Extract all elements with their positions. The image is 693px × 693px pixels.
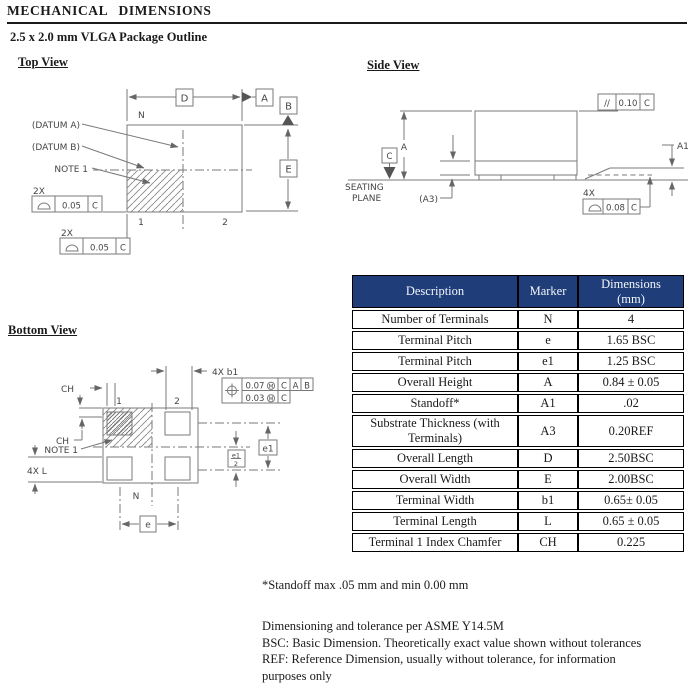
dim-e-label: e [145,520,151,531]
datum-triangle-icon [384,167,396,179]
table-row [352,352,684,371]
mmc-modifier-label: M [268,396,274,403]
datum-a-arrow [242,92,252,102]
table-row [352,373,684,392]
chamfer-hatch-region [127,170,183,212]
notes-block [262,577,693,685]
datum-b-leader [82,146,144,168]
cell-description: Terminal Width [352,491,518,510]
datum-a-leader [82,124,178,147]
qty-terminal-length-label: 4X L [27,467,47,477]
note-line: BSC: Basic Dimension. Theoretically exact value shown without tolerances [262,635,642,650]
cell-dimension: 2.00BSC [578,470,684,489]
cell-dimension: 1.65 BSC [578,331,684,350]
fcf-left-qty: 2X [33,187,45,197]
header-dimensions-line2: (mm) [617,291,645,306]
header-description: Description [352,275,518,308]
cell-dimension: 0.65 ± 0.05 [578,512,684,531]
dim-e1-half-numerator: e1 [231,451,241,460]
terminal-count-label: N [138,111,145,121]
header-dimensions-line1: Dimensions [601,276,661,291]
datum-b-arrow [282,115,294,125]
cell-dimension: 0.20REF [578,415,684,447]
position-datum-3: B [304,381,310,392]
position-datum-1: C [281,381,287,392]
parallelism-datum: C [644,99,650,109]
dim-e-label: E [285,164,292,176]
position-datum-2: A [292,381,299,392]
cell-marker: E [518,470,578,489]
profile-fcf-datum: C [631,203,637,214]
terminal-1-label: 1 [138,218,144,228]
cell-dimension: 0.84 ± 0.05 [578,373,684,392]
dim-a-label: A [400,143,408,153]
cell-description: Substrate Thickness (with Terminals) [352,415,518,447]
cell-description: Overall Length [352,449,518,468]
datum-a-label: (DATUM A) [31,121,80,131]
parallelism-tolerance: 0.10 [618,99,638,109]
bottom-view-title: Bottom View [8,323,78,337]
cell-marker: b1 [518,491,578,510]
cell-marker: e [518,331,578,350]
terminal-1-label: 1 [116,397,122,407]
table-header-row [352,275,684,308]
ch-side-label: CH [56,437,70,447]
datum-c-label: C [386,152,393,162]
terminal-2-label: 2 [222,218,228,228]
dim-d-label: D [180,93,189,105]
terminal-2-label: 2 [174,397,180,407]
datum-ref-b-label: B [285,101,292,113]
table-row [352,533,684,552]
table-row [352,310,684,329]
package-outline-subtitle: 2.5 x 2.0 mm VLGA Package Outline [10,30,207,44]
terminal-pad-3 [165,457,190,480]
cell-description: Terminal Pitch [352,352,518,371]
profile-fcf-tolerance: 0.08 [606,203,625,214]
cell-description: Terminal Length [352,512,518,531]
cell-dimension: .02 [578,394,684,413]
profile-fcf-qty: 4X [583,189,595,199]
mmc-modifier-label: M [268,384,274,390]
terminal-left [479,175,501,180]
cell-marker: A1 [518,394,578,413]
qty-terminal-width-label: 4X b1 [212,368,239,378]
header-dimensions [578,275,684,308]
cell-description: Overall Height [352,373,518,392]
cell-marker: L [518,512,578,531]
side-view-geometry [348,94,688,214]
cell-description: Overall Width [352,470,518,489]
cell-marker: e1 [518,352,578,371]
table-row [352,449,684,468]
table-row [352,331,684,350]
dim-a3-label: (A3) [419,195,438,205]
dim-e1-label: e1 [262,444,274,455]
note-line: Dimensioning and tolerance per ASME Y14.5M [262,618,504,633]
top-view-title: Top View [18,55,68,69]
cell-description: Terminal 1 Index Chamfer [352,533,518,552]
cell-marker: A3 [518,415,578,447]
cell-marker: N [518,310,578,329]
table-row [352,415,684,447]
position-tolerance-1: 0.07 [245,381,265,392]
cell-marker: D [518,449,578,468]
cell-marker: CH [518,533,578,552]
table-row [352,512,684,531]
package-body [475,111,577,175]
dim-a1-label: A1 [677,142,689,152]
standoff-note: *Standoff max .05 mm and min 0.00 mm [262,578,469,592]
bottom-view-drawing [0,350,335,540]
cell-dimension: 0.65± 0.05 [578,491,684,510]
cell-description: Standoff* [352,394,518,413]
cell-dimension: 1.25 BSC [578,352,684,371]
position-fcf-frame [222,378,313,403]
cell-dimension: 0.225 [578,533,684,552]
terminal-right [554,175,576,180]
fcf-bottom-tolerance: 0.05 [90,243,109,254]
seating-plane-label-1: SEATING [345,183,384,193]
note1-label: NOTE 1 [54,165,88,175]
side-view-title: Side View [367,58,420,72]
note1-label: NOTE 1 [44,446,78,456]
ch-top-label: CH [60,385,74,395]
header-marker: Marker [518,275,578,308]
seating-plane-label-2: PLANE [352,194,382,204]
terminal-pad-4 [107,457,132,480]
cell-dimension: 2.50BSC [578,449,684,468]
page-title: MECHANICAL DIMENSIONS [7,3,687,24]
datum-b-label: (DATUM B) [31,143,80,153]
fcf-bottom-datum: C [120,243,126,254]
top-view-drawing [0,70,320,260]
fcf-bottom-qty: 2X [61,229,73,239]
position-row2-datum: C [281,394,287,404]
cell-dimension: 4 [578,310,684,329]
table-row [352,491,684,510]
note-line: purposes only [262,669,332,684]
position-tolerance-2: 0.03 [245,394,265,404]
datum-ref-a-label: A [261,93,268,105]
side-view-drawing [340,85,693,215]
standoff-profile [585,168,610,179]
note-line: REF: Reference Dimension, usually without tolerance, for information [262,652,616,667]
dim-e1-half-denominator: 2 [233,460,239,468]
parallelism-icon: // [604,99,610,109]
fcf-left-tolerance: 0.05 [62,201,81,212]
fcf-left-datum: C [92,201,98,212]
cell-marker: A [518,373,578,392]
cell-description: Terminal Pitch [352,331,518,350]
table-row [352,394,684,413]
table-row [352,470,684,489]
dimensions-table [352,273,684,554]
terminal-pad-2 [165,412,190,435]
cell-description: Number of Terminals [352,310,518,329]
terminal-pad-1 [107,412,132,435]
terminal-count-label: N [132,492,140,502]
